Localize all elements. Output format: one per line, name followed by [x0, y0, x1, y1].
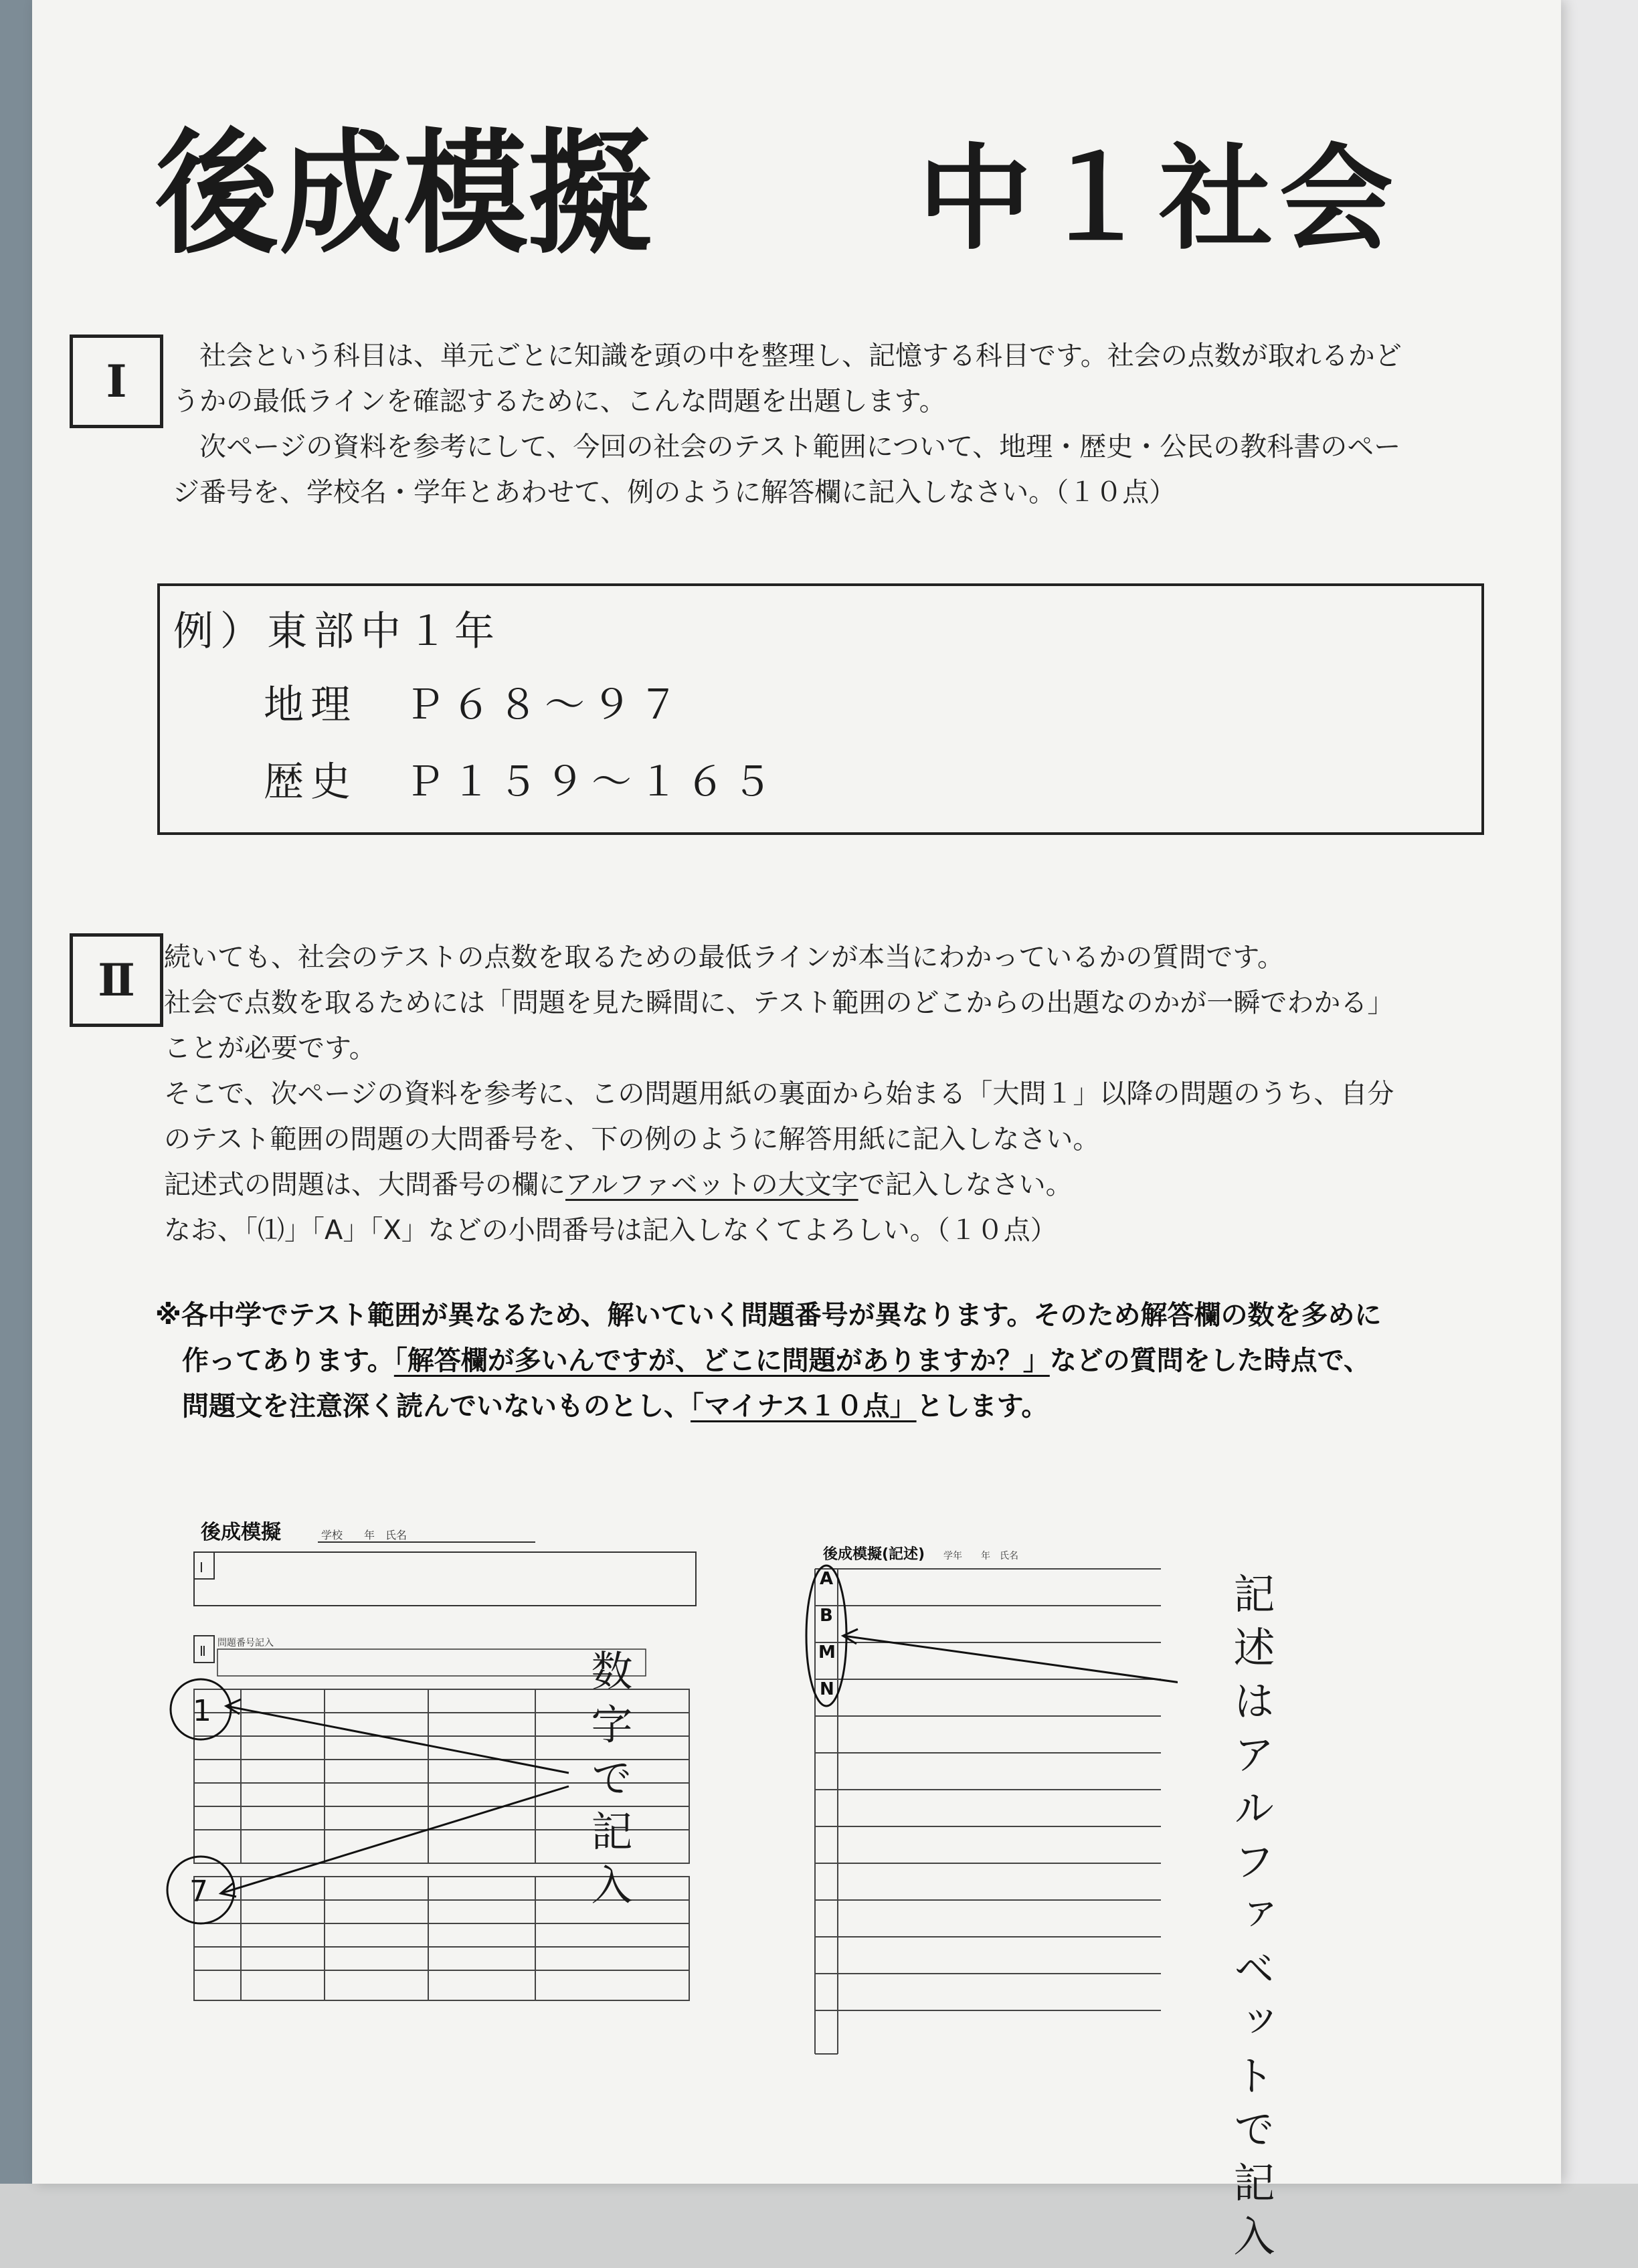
- note-line: ※各中学でテスト範囲が異なるため、解いていく問題番号が異なります。そのため解答欄の数を多めに: [155, 1300, 1382, 1331]
- line-text: で記入しなさい。: [858, 1169, 1073, 1200]
- line-text: とします。: [916, 1391, 1049, 1422]
- section1-line: うかの最低ラインを確認するために、こんな問題を出題します。: [173, 386, 946, 417]
- line-text: 記述式の問題は、大問番号の欄に: [164, 1169, 565, 1200]
- example-geography-pages: 地理 Ｐ６８～９７: [264, 682, 685, 729]
- letter-a: A: [820, 1569, 834, 1589]
- right-form-title: 後成模擬(記述): [823, 1546, 925, 1563]
- background-left-edge: [0, 0, 32, 2184]
- left-handwritten-note: 数字で記入: [584, 1649, 633, 1917]
- section1-line: 社会という科目は、単元ごとに知識を頭の中を整理し、記憶する科目です。社会の点数が取れるかど: [173, 341, 1402, 371]
- section2-line: [164, 1162, 1394, 1208]
- underlined-text: 「マイナス１０点」: [691, 1391, 917, 1422]
- left-form-title: 後成模擬: [201, 1521, 281, 1544]
- line-text: などの質問をした時点で、: [1049, 1345, 1371, 1376]
- right-answer-sheet-illustration: [803, 1539, 1178, 2061]
- section1-line: ジ番号を、学校名・学年とあわせて、例のように解答欄に記入しなさい。（１０点）: [173, 477, 1176, 508]
- right-handwritten-note: 記述はアルファベットで記入: [1226, 1572, 1275, 2268]
- line-text: 作ってあります。: [155, 1345, 394, 1376]
- section1-number-box: Ⅰ: [70, 335, 163, 428]
- letter-m: M: [818, 1642, 836, 1663]
- circled-number-top: 1: [193, 1694, 211, 1728]
- note-line: [155, 1384, 1382, 1429]
- letter-b: B: [820, 1606, 833, 1626]
- section2-line: のテスト範囲の問題の大問番号を、下の例のように解答用紙に記入しなさい。: [164, 1124, 1100, 1155]
- example-school-grade: 例）東部中１年: [173, 608, 501, 655]
- note-line: [155, 1338, 1382, 1384]
- left-answer-sheet-illustration: [147, 1505, 749, 2027]
- section2-number-box: Ⅱ: [70, 933, 163, 1027]
- line-text: 問題文を注意深く読んでいないものとし、: [155, 1391, 691, 1422]
- right-form-header-fields: 学年 年 氏名: [943, 1551, 1018, 1562]
- section2-line: 続いても、社会のテストの点数を取るための最低ラインが本当にわかっているかの質問です。: [164, 942, 1284, 973]
- section2-line: 社会で点数を取るためには「問題を見た瞬間に、テスト範囲のどこからの出題なのかが一瞬でわかる」: [164, 987, 1394, 1018]
- underlined-text: 「解答欄が多いんですが、どこに問題がありますか？」: [393, 1345, 1050, 1376]
- arrow-icon: [843, 1629, 1178, 1686]
- section1-instructions: [173, 333, 1402, 515]
- left-box1-label: Ⅰ: [199, 1560, 203, 1576]
- warning-note: [155, 1293, 1382, 1429]
- example-history-pages: 歴史 Ｐ１５９～１６５: [264, 759, 779, 806]
- right-answer-lines: [815, 1569, 1161, 2054]
- circled-number-bottom: 7: [189, 1875, 208, 1909]
- section2-line: なお、「⑴」「A」「X」などの小問番号は記入しなくてよろしい。（１０点）: [164, 1215, 1057, 1246]
- background-right-edge: [1561, 0, 1638, 2184]
- arrow-icon: [221, 1699, 569, 1897]
- section1-line: 次ページの資料を参考にして、今回の社会のテスト範囲について、地理・歴史・公民の教科書のペー: [173, 432, 1401, 462]
- left-box2-text: 問題番号記入: [217, 1638, 274, 1648]
- section2-line: ことが必要です。: [164, 1033, 376, 1064]
- underlined-text: アルファベットの大文字: [565, 1169, 858, 1200]
- page-subtitle: 中１社会: [918, 133, 1400, 266]
- section2-instructions: [164, 935, 1394, 1253]
- left-box2-label: Ⅱ: [199, 1643, 206, 1659]
- section2-line: そこで、次ページの資料を参考に、この問題用紙の裏面から始まる「大問１」以降の問題のうち、自分: [164, 1078, 1394, 1109]
- left-form-header-fields: 学校 年 氏名: [321, 1529, 407, 1541]
- letter-n: N: [820, 1679, 834, 1699]
- example-answer-box: [157, 583, 1484, 835]
- page-title: 後成模擬: [155, 116, 653, 272]
